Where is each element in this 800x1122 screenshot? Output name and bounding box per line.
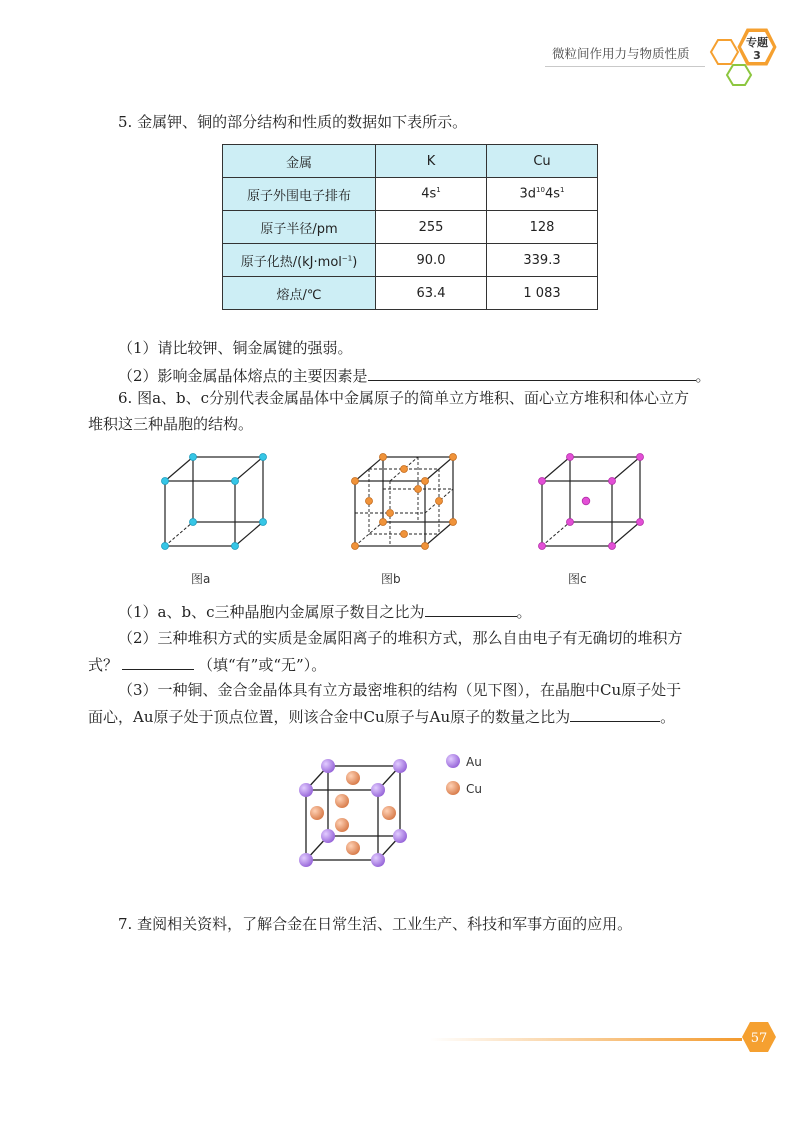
au-legend-icon	[444, 752, 462, 770]
figure-a-caption: 图a	[191, 572, 211, 586]
answer-blank[interactable]	[425, 600, 517, 617]
table-cell: 255	[376, 211, 487, 244]
table-cell: 339.3	[487, 244, 598, 277]
table-cell: 128	[487, 211, 598, 244]
q6-sub3-line1: （3）一种铜、金合金晶体具有立方最密堆积的结构（见下图），在晶胞中Cu原子处于	[118, 681, 682, 699]
figure-c-caption: 图c	[568, 572, 587, 586]
q5-sub2-end: 。	[695, 367, 711, 385]
row-label-tail: )	[352, 254, 358, 270]
footer-accent-line	[430, 1038, 742, 1041]
row-label-text: 原子化热/(kJ·mol	[240, 254, 342, 270]
q6-stem-line1: 6. 图a、b、c分别代表金属晶体中金属原子的简单立方堆积、面心立方堆积和体心立方	[118, 389, 690, 407]
q5-sub1: （1）请比较钾、铜金属键的强弱。	[118, 339, 353, 357]
row-label: 原子外围电子排布	[223, 178, 376, 211]
answer-blank[interactable]	[122, 653, 194, 670]
table-header-cell: 金属	[223, 145, 376, 178]
chapter-badge	[705, 15, 800, 87]
chapter-title: 微粒间作用力与物质性质	[552, 46, 690, 61]
page-number-badge	[740, 1018, 778, 1056]
q6-sub3-end: 。	[660, 708, 676, 726]
row-label: 原子半径/pm	[223, 211, 376, 244]
page-number: 57	[750, 1031, 768, 1046]
q6-sub2-hint: （填“有”或“无”）。	[198, 656, 327, 674]
hex-outline-icon	[711, 40, 738, 64]
table-row	[223, 277, 598, 310]
row-label: 熔点/℃	[223, 277, 376, 310]
q6-sub3-line2	[88, 705, 675, 727]
table-cell: 90.0	[376, 244, 487, 277]
q6-sub3-text: 面心，Au原子处于顶点位置，则该合金中Cu原子与Au原子的数量之比为	[88, 708, 571, 726]
q5-sub2-text: （2）影响金属晶体熔点的主要因素是	[118, 367, 368, 385]
q7-stem: 7. 查阅相关资料，了解合金在日常生活、工业生产、科技和军事方面的应用。	[118, 915, 633, 933]
table-cell	[487, 178, 598, 211]
table-header-row	[223, 145, 598, 178]
q6-sub1-end: 。	[516, 603, 532, 621]
table-row	[223, 244, 598, 277]
legend-au: Au	[466, 755, 482, 769]
hex-outline-icon	[727, 65, 751, 85]
metal-properties-table	[222, 144, 598, 310]
q6-sub2-line2	[88, 653, 326, 675]
table-header-cell: K	[376, 145, 487, 178]
q6-sub1-text: （1）a、b、c三种晶胞内金属原子数目之比为	[118, 603, 425, 621]
table-header-cell: Cu	[487, 145, 598, 178]
q5-sub2	[118, 364, 711, 386]
table-cell: 1 083	[487, 277, 598, 310]
answer-blank[interactable]	[368, 364, 696, 381]
q6-sub2-text: 式？	[88, 656, 119, 674]
k-config-sup: 1	[436, 186, 441, 195]
q6-stem-line2: 堆积这三种晶胞的结构。	[88, 415, 254, 433]
cu-config-a-sup: 10	[536, 186, 545, 195]
table-row	[223, 211, 598, 244]
figure-a-simple-cubic	[150, 445, 280, 560]
k-config: 4s	[421, 186, 437, 202]
q5-stem: 5. 金属钾、铜的部分结构和性质的数据如下表所示。	[118, 113, 468, 131]
cu-config-b: 4s	[544, 186, 561, 202]
figure-b-face-centered-cubic	[340, 445, 470, 560]
cu-au-alloy-unit-cell	[292, 752, 422, 877]
q6-sub2-line1: （2）三种堆积方式的实质是金属阳离子的堆积方式，那么自由电子有无确切的堆积方	[118, 629, 683, 647]
badge-label: 专题	[746, 36, 768, 49]
table-cell	[376, 178, 487, 211]
q6-sub1	[118, 600, 532, 622]
table-cell: 63.4	[376, 277, 487, 310]
answer-blank[interactable]	[570, 705, 660, 722]
row-label-sup: −1	[341, 254, 353, 263]
badge-number: 3	[753, 49, 761, 62]
cu-config-a: 3d	[519, 186, 537, 202]
header-divider	[545, 66, 705, 67]
table-row	[223, 178, 598, 211]
legend-cu: Cu	[466, 782, 482, 796]
cu-legend-icon	[444, 779, 462, 797]
row-label	[223, 244, 376, 277]
figure-c-body-centered-cubic	[527, 445, 657, 560]
cu-config-b-sup: 1	[560, 186, 565, 195]
figure-b-caption: 图b	[381, 572, 401, 586]
